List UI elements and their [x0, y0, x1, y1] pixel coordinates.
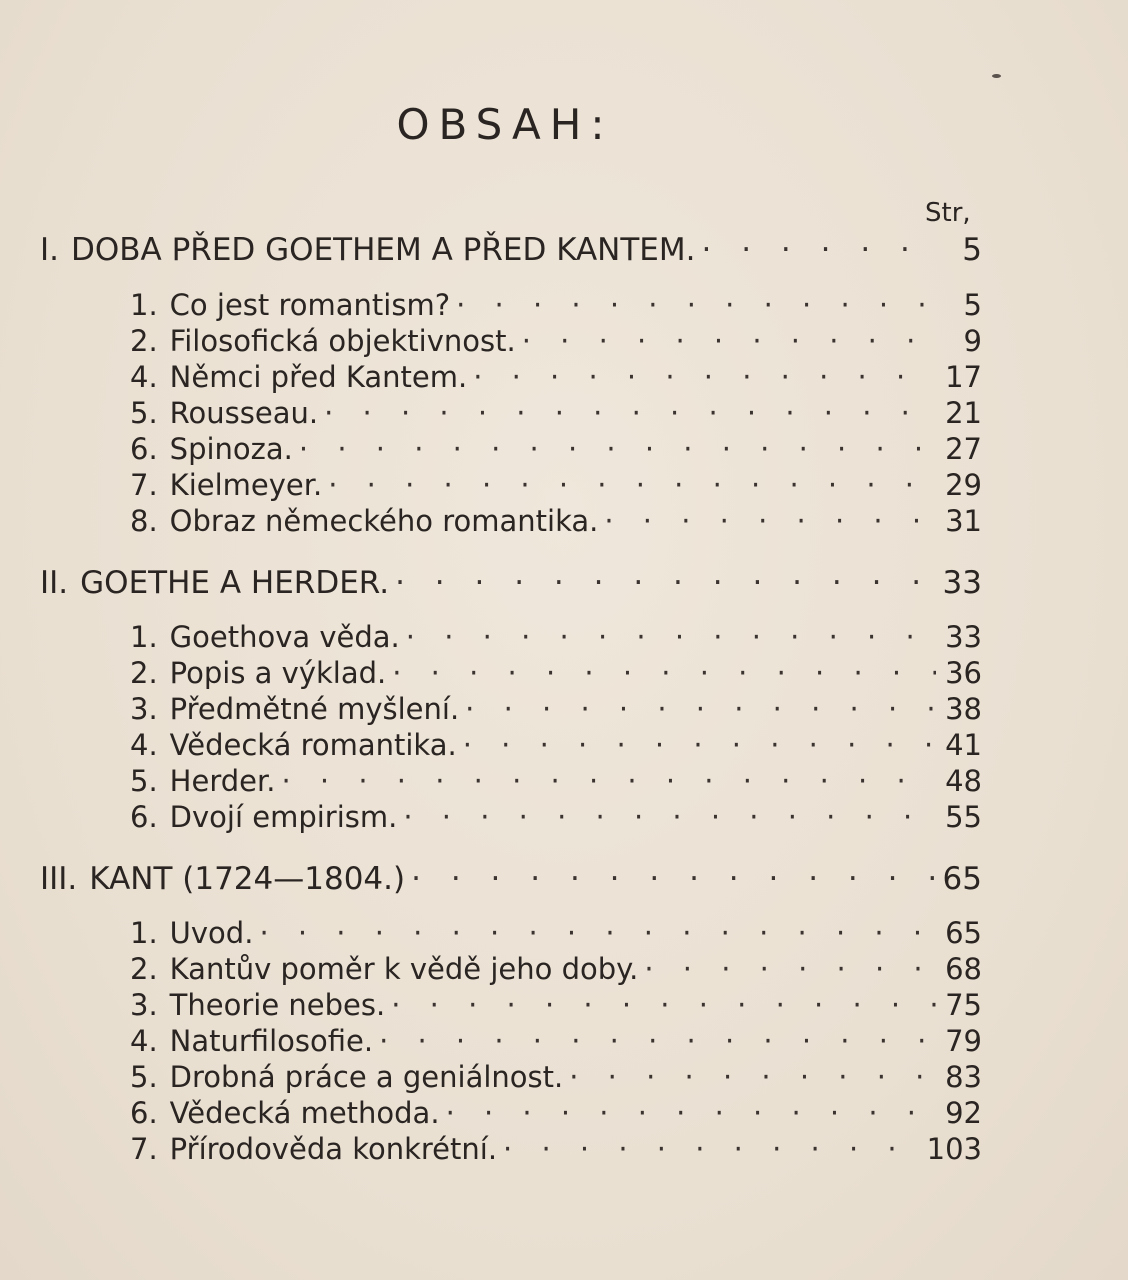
- section-title: Kielmeyer.: [169, 468, 323, 502]
- page-number: 33: [942, 565, 982, 601]
- page-number: 5: [962, 232, 982, 268]
- dot-leader: [324, 396, 936, 430]
- page-number: 65: [945, 916, 982, 950]
- dot-leader: [411, 861, 936, 897]
- page-number: 83: [945, 1060, 982, 1094]
- section-number: 5.: [130, 1060, 158, 1094]
- dot-leader: [522, 324, 936, 358]
- section-number: 6.: [130, 432, 158, 466]
- section-number: 4.: [130, 360, 158, 394]
- dot-leader: [456, 288, 936, 322]
- toc-section-row: [130, 656, 982, 690]
- toc-section-row: [130, 952, 982, 986]
- toc-section-row: [130, 360, 982, 394]
- dot-leader: [644, 952, 936, 986]
- dot-leader: [446, 1096, 936, 1130]
- dot-leader: [379, 1024, 936, 1058]
- section-title: Dvojí empirism.: [169, 800, 398, 834]
- dot-leader: [473, 360, 936, 394]
- dot-leader: [395, 565, 936, 601]
- section-title: Herder.: [169, 764, 276, 798]
- section-title: Vědecká romantika.: [169, 728, 457, 762]
- page-number: 55: [945, 800, 982, 834]
- section-number: 7.: [130, 1132, 158, 1166]
- section-title: Popis a výklad.: [169, 656, 387, 690]
- toc-chapter-row: [40, 565, 982, 601]
- section-title: Kantův poměr k vědě jeho doby.: [169, 952, 639, 986]
- toc-chapter-row: [40, 232, 982, 268]
- chapter-number: III.: [40, 861, 78, 897]
- page-number: 41: [945, 728, 982, 762]
- toc-section-row: [130, 468, 982, 502]
- section-title: Theorie nebes.: [169, 988, 386, 1022]
- toc-section-row: [130, 324, 982, 358]
- toc-section-row: [130, 288, 982, 322]
- dot-leader: [391, 988, 936, 1022]
- toc-section-row: [130, 764, 982, 798]
- toc-section-row: [130, 916, 982, 950]
- toc-chapter-row: [40, 861, 982, 897]
- page-number: 33: [945, 620, 982, 654]
- page-number: 48: [945, 764, 982, 798]
- dot-leader: [463, 728, 936, 762]
- page-number: 36: [945, 656, 982, 690]
- section-number: 7.: [130, 468, 158, 502]
- dot-leader: [259, 916, 936, 950]
- page-number: 27: [945, 432, 982, 466]
- toc-section-row: [130, 620, 982, 654]
- section-number: 3.: [130, 692, 158, 726]
- toc-section-row: [130, 1024, 982, 1058]
- section-number: 4.: [130, 728, 158, 762]
- section-number: 2.: [130, 656, 158, 690]
- page-number: 68: [945, 952, 982, 986]
- section-number: 2.: [130, 324, 158, 358]
- dot-leader: [392, 656, 936, 690]
- chapter-title: DOBA PŘED GOETHEM A PŘED KANTEM.: [71, 232, 696, 268]
- section-number: 1.: [130, 288, 158, 322]
- section-title: Obraz německého romantika.: [169, 504, 599, 538]
- toc-section-row: [130, 1132, 982, 1166]
- page-number: 17: [945, 360, 982, 394]
- toc-section-row: [130, 504, 982, 538]
- section-title: Němci před Kantem.: [169, 360, 468, 394]
- section-title: Rousseau.: [169, 396, 319, 430]
- page-number: 75: [945, 988, 982, 1022]
- page-number: 92: [945, 1096, 982, 1130]
- toc-section-row: [130, 800, 982, 834]
- page-column-label: Str,: [925, 198, 971, 228]
- chapter-number: II.: [40, 565, 69, 601]
- section-title: Drobná práce a geniálnost.: [169, 1060, 564, 1094]
- page-number: 5: [963, 288, 982, 322]
- page-number: 9: [963, 324, 982, 358]
- chapter-title: KANT (1724—1804.): [89, 861, 406, 897]
- section-number: 5.: [130, 764, 158, 798]
- toc-section-row: [130, 396, 982, 430]
- page-number: 65: [942, 861, 982, 897]
- section-number: 4.: [130, 1024, 158, 1058]
- paper-speck: [992, 74, 1001, 78]
- dot-leader: [403, 800, 936, 834]
- section-title: Spinoza.: [169, 432, 293, 466]
- section-title: Vědecká methoda.: [169, 1096, 440, 1130]
- dot-leader: [299, 432, 936, 466]
- section-title: Filosofická objektivnost.: [169, 324, 516, 358]
- section-title: Předmětné myšlení.: [169, 692, 460, 726]
- section-title: Co jest romantism?: [169, 288, 451, 322]
- toc-section-row: [130, 988, 982, 1022]
- toc-section-row: [130, 1060, 982, 1094]
- page-number: 79: [945, 1024, 982, 1058]
- page-number: 103: [926, 1132, 982, 1166]
- dot-leader: [281, 764, 936, 798]
- section-title: Uvod.: [169, 916, 254, 950]
- section-number: 2.: [130, 952, 158, 986]
- dot-leader: [604, 504, 936, 538]
- page-number: 29: [945, 468, 982, 502]
- toc-section-row: [130, 432, 982, 466]
- page-title: OBSAH:: [396, 100, 614, 149]
- chapter-title: GOETHE A HERDER.: [80, 565, 390, 601]
- section-number: 8.: [130, 504, 158, 538]
- section-number: 6.: [130, 1096, 158, 1130]
- toc-section-row: [130, 728, 982, 762]
- chapter-number: I.: [40, 232, 59, 268]
- section-number: 5.: [130, 396, 158, 430]
- section-title: Naturfilosofie.: [169, 1024, 374, 1058]
- section-number: 6.: [130, 800, 158, 834]
- section-number: 1.: [130, 620, 158, 654]
- dot-leader: [702, 232, 937, 268]
- dot-leader: [406, 620, 936, 654]
- section-title: Přírodověda konkrétní.: [169, 1132, 498, 1166]
- page-number: 31: [945, 504, 982, 538]
- page-number: 38: [945, 692, 982, 726]
- dot-leader: [503, 1132, 921, 1166]
- section-number: 3.: [130, 988, 158, 1022]
- toc-section-row: [130, 692, 982, 726]
- section-number: 1.: [130, 916, 158, 950]
- toc-section-row: [130, 1096, 982, 1130]
- dot-leader: [328, 468, 936, 502]
- page-number: 21: [945, 396, 982, 430]
- dot-leader: [465, 692, 936, 726]
- section-title: Goethova věda.: [169, 620, 400, 654]
- dot-leader: [569, 1060, 936, 1094]
